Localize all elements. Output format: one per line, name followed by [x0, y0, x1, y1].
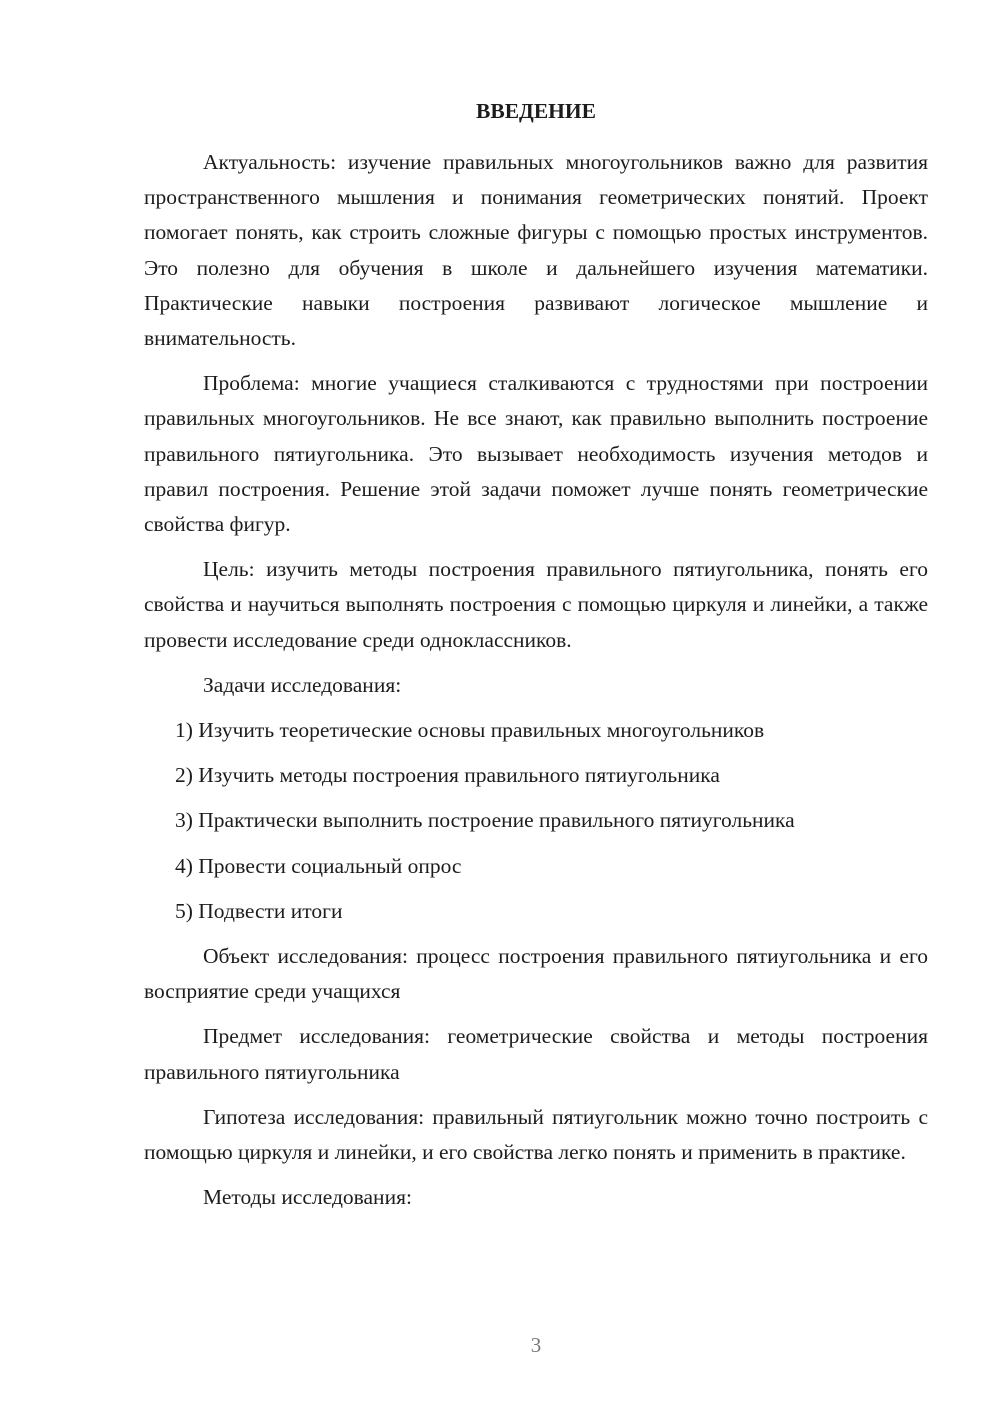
goal-paragraph: Цель: изучить методы построения правильного пятиугольника, понять его свойства и научиться выполнять построения с помощью циркуля и линейки, а также провести исследование среди одноклассников. [144, 557, 928, 652]
list-item: 2) Изучить методы построения правильного пятиугольника [175, 763, 720, 788]
object-paragraph: Объект исследования: процесс построения правильного пятиугольника и его восприятие среди учащихся [144, 944, 928, 1004]
page-number: 3 [530, 1333, 542, 1357]
tasks-list [144, 713, 928, 929]
tasks-heading: Задачи исследования: [203, 672, 402, 697]
methods-heading: Методы исследования: [203, 1185, 412, 1210]
document-page [144, 95, 928, 1225]
relevance-paragraph: Актуальность: изучение правильных многоугольников важно для развития пространственного мышления и понимания геометрических понятий. Проект помогает понять, как строить сложные фигуры с помощью простых инструментов. Это полезно для обучения в школе и дальнейшего изучения математики. Практические навыки построения развивают логическое мышление и внимательность. [144, 150, 928, 351]
list-item: 4) Провести социальный опрос [175, 853, 462, 878]
list-item: 1) Изучить теоретические основы правильных многоугольников [175, 718, 765, 743]
hypothesis-paragraph: Гипотеза исследования: правильный пятиугольник можно точно построить с помощью циркуля и линейки, и его свойства легко понять и применить в практике. [144, 1104, 928, 1165]
problem-paragraph: Проблема: многие учащиеся сталкиваются с трудностями при построении правильных многоугольников. Не все знают, как правильно выполнить построение правильного пятиугольника. Это вызывает необходимость изучения методов и правил построения. Решение этой задачи поможет лучше понять геометрические свойства фигур. [144, 371, 928, 537]
subject-paragraph: Предмет исследования: геометрические свойства и методы построения правильного пятиугольника [144, 1024, 928, 1084]
list-item: 3) Практически выполнить построение правильного пятиугольника [175, 808, 795, 833]
list-item: 5) Подвести итоги [175, 898, 343, 923]
page-title: ВВЕДЕНИЕ [476, 99, 596, 123]
